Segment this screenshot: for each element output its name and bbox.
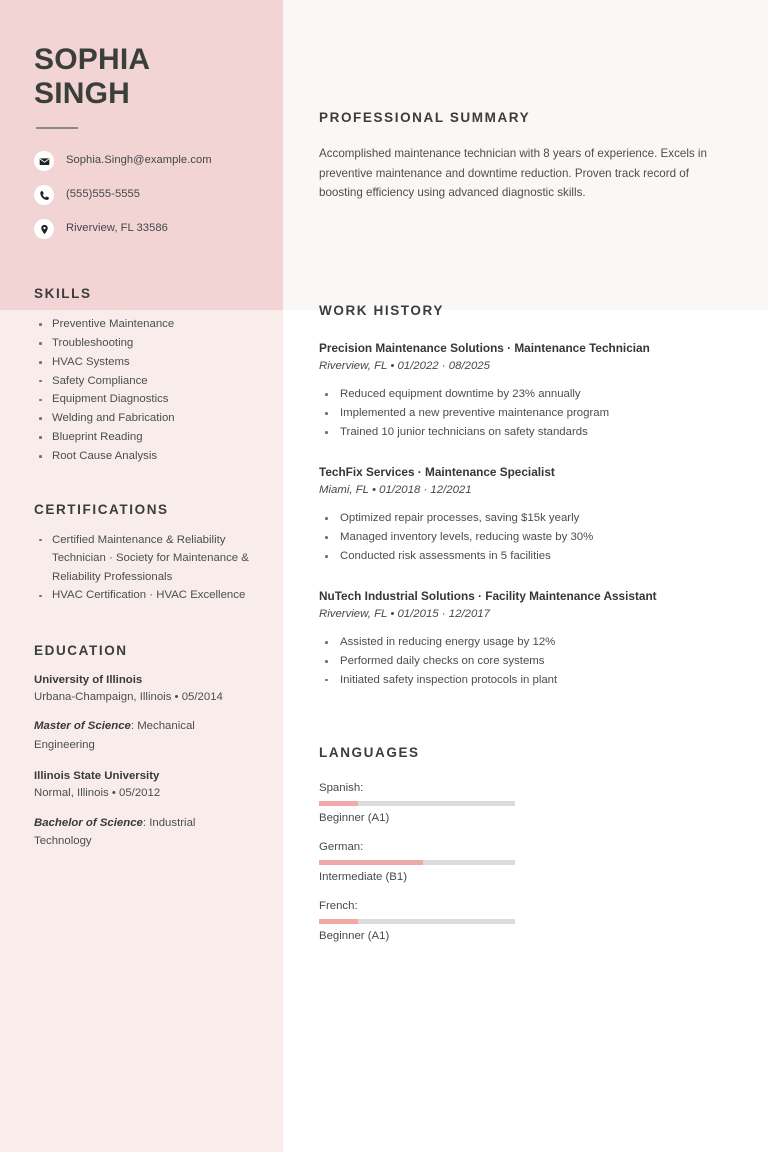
- work-history-heading: WORK HISTORY: [319, 302, 444, 318]
- list-item: Preventive Maintenance: [34, 315, 253, 334]
- list-item: Troubleshooting: [34, 334, 253, 353]
- languages-heading: LANGUAGES: [319, 745, 420, 761]
- education-degree-field: : Industrial Technology: [34, 816, 196, 848]
- education-entry: [34, 768, 253, 851]
- education-heading: EDUCATION: [34, 642, 128, 658]
- job-meta: Miami, FL • 01/2018 · 12/2021: [319, 483, 472, 496]
- education-section: [34, 643, 253, 851]
- list-item: Reduced equipment downtime by 23% annually: [319, 385, 716, 404]
- education-degree: [34, 814, 253, 851]
- job-title: TechFix Services · Maintenance Specialist: [319, 464, 555, 479]
- skills-heading: SKILLS: [34, 286, 92, 302]
- list-item: HVAC Systems: [34, 353, 253, 372]
- skills-list: [34, 315, 253, 465]
- education-degree: [34, 717, 253, 754]
- location-pin-icon: [34, 219, 54, 239]
- language-proficiency-bar: [319, 919, 515, 924]
- list-item: Welding and Fabrication: [34, 409, 253, 428]
- language-proficiency-fill: [319, 860, 423, 865]
- list-item: Managed inventory levels, reducing waste by 30%: [319, 528, 716, 547]
- professional-summary-section: [319, 0, 716, 203]
- language-item: [319, 898, 515, 945]
- list-item: Conducted risk assessments in 5 facilities: [319, 547, 716, 566]
- language-proficiency-fill: [319, 801, 358, 806]
- job-title: Precision Maintenance Solutions · Maintenance Technician: [319, 340, 650, 355]
- language-proficiency-bar: [319, 801, 515, 806]
- language-proficiency-bar: [319, 860, 515, 865]
- language-level: Beginner (A1): [319, 930, 390, 943]
- contact-email-text: Sophia.Singh@example.com: [66, 154, 212, 167]
- list-item: Blueprint Reading: [34, 428, 253, 447]
- contact-phone-row[interactable]: [34, 185, 253, 205]
- education-entry: [34, 672, 253, 755]
- right-column: [283, 0, 768, 1152]
- education-school: Illinois State University: [34, 770, 160, 783]
- list-item: Trained 10 junior technicians on safety standards: [319, 423, 716, 442]
- list-item: Certified Maintenance & Reliability Technician · Society for Maintenance & Reliability Professionals: [34, 531, 253, 587]
- list-item: Root Cause Analysis: [34, 447, 253, 466]
- job-bullet-list: [319, 509, 716, 565]
- language-name: German:: [319, 841, 364, 854]
- language-proficiency-fill: [319, 919, 358, 924]
- language-item: [319, 780, 515, 827]
- envelope-icon: [34, 151, 54, 171]
- certifications-heading: CERTIFICATIONS: [34, 501, 169, 517]
- list-item: HVAC Certification · HVAC Excellence: [34, 586, 253, 605]
- education-degree-label: Bachelor of Science: [34, 816, 143, 829]
- work-history-section: [319, 303, 716, 690]
- certifications-list: [34, 531, 253, 605]
- left-column: [0, 0, 283, 1152]
- contact-list: [34, 151, 253, 239]
- job-bullet-list: [319, 633, 716, 689]
- contact-location-row[interactable]: [34, 219, 253, 239]
- job-meta: Riverview, FL • 01/2022 · 08/2025: [319, 359, 490, 372]
- list-item: Performed daily checks on core systems: [319, 652, 716, 671]
- language-level: Beginner (A1): [319, 812, 390, 825]
- language-item: [319, 839, 515, 886]
- last-name: SINGH: [34, 76, 131, 110]
- contact-location-text: Riverview, FL 33586: [66, 222, 168, 235]
- language-name: French:: [319, 900, 358, 913]
- languages-section: [319, 745, 716, 945]
- job-entry: [319, 464, 716, 566]
- language-level: Intermediate (B1): [319, 871, 407, 884]
- list-item: Initiated safety inspection protocols in plant: [319, 671, 716, 690]
- languages-grid: [319, 780, 727, 945]
- job-entry: [319, 588, 716, 690]
- job-meta: Riverview, FL • 01/2015 · 12/2017: [319, 607, 490, 620]
- education-school: University of Illinois: [34, 673, 143, 686]
- certifications-section: [34, 502, 253, 605]
- education-meta: Normal, Illinois • 05/2012: [34, 787, 161, 800]
- list-item: Assisted in reducing energy usage by 12%: [319, 633, 716, 652]
- education-degree-field: : Mechanical Engineering: [34, 720, 195, 751]
- contact-email-row[interactable]: [34, 151, 253, 171]
- list-item: Implemented a new preventive maintenance program: [319, 404, 716, 423]
- contact-phone-text: (555)555-5555: [66, 188, 141, 201]
- summary-text: Accomplished maintenance technician with 8 years of experience. Excels in preventive maintenance and downtime reduction. Proven track record of boosting efficiency using advanced diagnostic skills.: [319, 147, 707, 200]
- list-item: Safety Compliance: [34, 372, 253, 391]
- job-title: NuTech Industrial Solutions · Facility Maintenance Assistant: [319, 588, 657, 603]
- first-name: SOPHIA: [34, 43, 151, 76]
- skills-section: [34, 286, 253, 465]
- candidate-name: [34, 43, 253, 110]
- name-divider: [36, 127, 78, 129]
- education-meta: Urbana-Champaign, Illinois • 05/2014: [34, 690, 223, 703]
- summary-heading: PROFESSIONAL SUMMARY: [319, 110, 531, 125]
- language-name: Spanish:: [319, 782, 364, 795]
- education-degree-label: Master of Science: [34, 720, 131, 733]
- list-item: Optimized repair processes, saving $15k yearly: [319, 509, 716, 528]
- phone-icon: [34, 185, 54, 205]
- list-item: Equipment Diagnostics: [34, 390, 253, 409]
- job-bullet-list: [319, 385, 716, 441]
- job-entry: [319, 340, 716, 442]
